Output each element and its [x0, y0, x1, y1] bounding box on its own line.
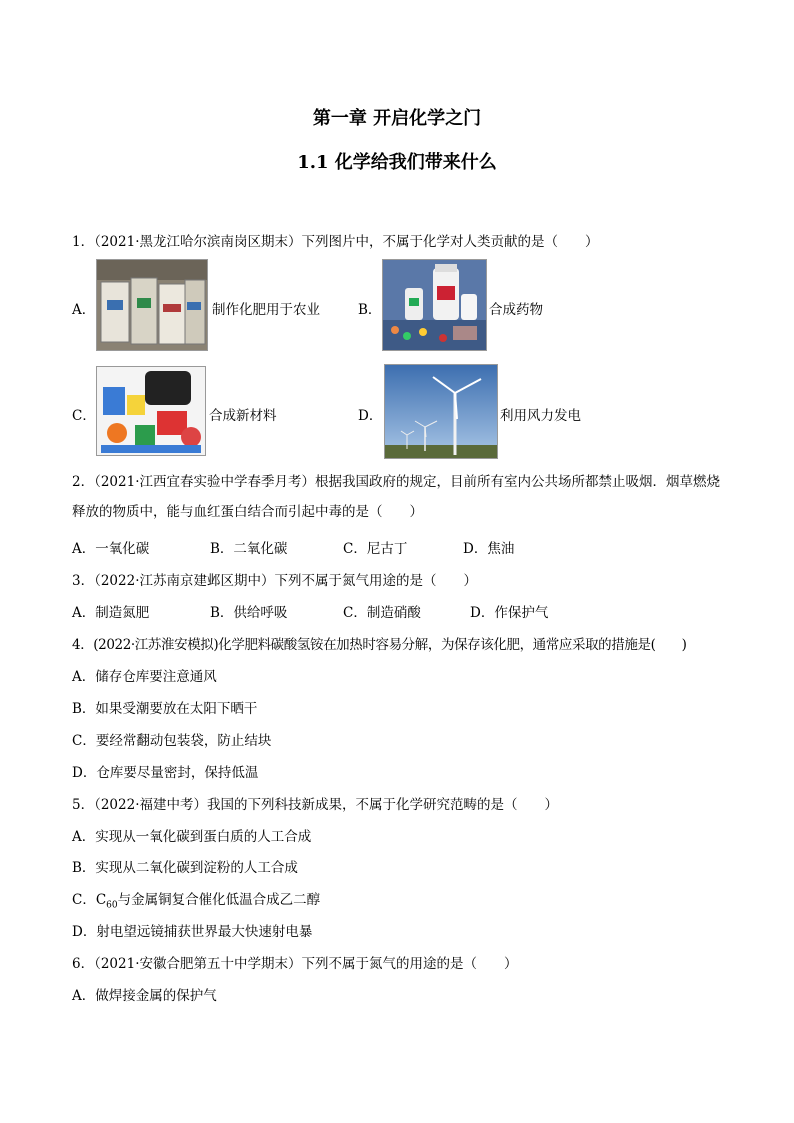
- q2-option-b: B．二氧化碳: [210, 541, 288, 557]
- q1-option-d-caption: 利用风力发电: [500, 408, 581, 424]
- q4-option-c: C．要经常翻动包装袋，防止结块: [72, 733, 272, 749]
- q3-option-a: A．制造氮肥: [72, 605, 150, 621]
- q1-option-d-letter: D．: [358, 408, 383, 424]
- q1-stem: 1．（2021·黑龙江哈尔滨南岗区期末）下列图片中，不属于化学对人类贡献的是（ ）: [72, 234, 599, 250]
- q3-option-d: D．作保护气: [470, 605, 549, 621]
- q3-stem: 3．（2022·江苏南京建邺区期中）下列不属于氮气用途的是（ ）: [72, 573, 477, 589]
- q5-option-c: [72, 888, 320, 911]
- q1-option-b-caption: 合成药物: [489, 302, 543, 318]
- q2-option-c: C．尼古丁: [343, 541, 408, 557]
- q3-option-c: C．制造硝酸: [343, 605, 421, 621]
- section-title: 1.1 化学给我们带来什么: [297, 152, 497, 173]
- q5-option-c-post: 与金属铜复合催化低温合成乙二醇: [117, 892, 321, 908]
- q1-option-b-letter: B．: [358, 302, 382, 318]
- q5-option-d: D．射电望远镜捕获世界最大快速射电暴: [72, 924, 313, 940]
- q6-option-a: A．做焊接金属的保护气: [72, 988, 217, 1004]
- q5-option-a: A．实现从一氧化碳到蛋白质的人工合成: [72, 829, 312, 845]
- q2-stem: 2．（2021·江西宜春实验中学春季月考）根据我国政府的规定，目前所有室内公共场所都禁止吸烟．烟草燃烧释放的物质中，能与血红蛋白结合而引起中毒的是（ ）: [72, 474, 720, 520]
- plastic-materials-image: [96, 366, 206, 456]
- q3-option-b: B．供给呼吸: [210, 605, 288, 621]
- q1-option-a-caption: 制作化肥用于农业: [212, 302, 320, 318]
- q5-option-c-pre: C．C: [72, 892, 107, 908]
- q5-stem: 5．（2022·福建中考）我国的下列科技新成果，不属于化学研究范畴的是（ ）: [72, 797, 558, 813]
- q4-option-b: B．如果受潮要放在太阳下晒干: [72, 701, 258, 717]
- fertilizer-bags-image: [96, 259, 208, 351]
- q2-option-a: A．一氧化碳: [72, 541, 150, 557]
- q2-option-d: D．焦油: [463, 541, 515, 557]
- q4-option-a: A．储存仓库要注意通风: [72, 669, 217, 685]
- q1-option-a-letter: A．: [72, 302, 96, 318]
- q5-option-c-subscript: 60: [106, 900, 118, 911]
- q6-stem: 6．（2021·安徽合肥第五十中学期末）下列不属于氮气的用途的是（ ）: [72, 956, 518, 972]
- wind-turbines-image: [384, 364, 498, 459]
- medicine-bottles-image: [382, 259, 487, 351]
- q1-option-c-caption: 合成新材料: [209, 408, 277, 424]
- q4-option-d: D．仓库要尽量密封，保持低温: [72, 765, 259, 781]
- q1-option-c-letter: C．: [72, 408, 96, 424]
- q4-stem: 4．(2022·江苏淮安模拟)化学肥料碳酸氢铵在加热时容易分解，为保存该化肥，通常应采取的措施是( ): [72, 637, 687, 653]
- q5-option-b: B．实现从二氧化碳到淀粉的人工合成: [72, 860, 298, 876]
- chapter-title: 第一章 开启化学之门: [312, 108, 482, 129]
